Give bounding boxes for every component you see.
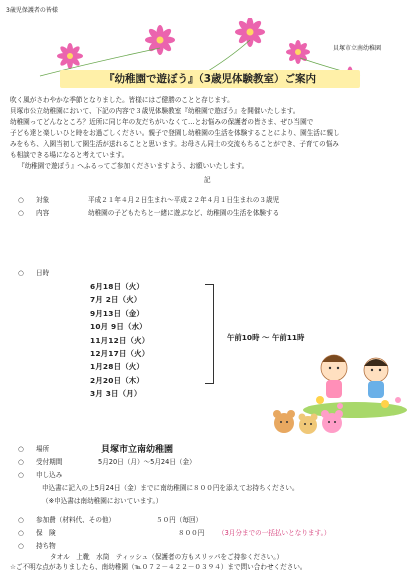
period-value: 5月20日（月）～5月24日（金） <box>98 458 196 466</box>
intro-line-5: みをもち、入園当初して園生活が送れることと思います。お母さん同士の交流もちることができ、子育ての悩み <box>10 140 339 148</box>
bullet: ○ <box>18 471 24 479</box>
bullet: ○ <box>18 458 24 466</box>
intro-line-4: 子ども達と楽しいひと時をお過ごしください。親子で登園し幼稚園の生活を体験することにより、園生活に親し <box>10 129 340 137</box>
schedule-label: 日時 <box>36 269 50 277</box>
bullet: ○ <box>18 196 24 204</box>
fee-value: ５０円（毎回） <box>156 516 203 524</box>
schedule-date: 6月18日（火） <box>90 282 144 291</box>
place-value: 貝塚市立南幼稚園 <box>101 445 174 455</box>
bullet: ○ <box>18 209 24 217</box>
intro-line-7: 『幼稚園で遊ぼう』へふるってご参加くださいますよう、お願いいたします。 <box>18 162 249 170</box>
application-label: 申し込み <box>36 471 63 479</box>
intro-line-2: 貝塚市公立幼稚園において、下記の内容で３歳児体験教室『幼稚園で遊ぼう』を開催いたします。 <box>10 107 300 115</box>
schedule-time: 午前10時 ～ 午前11時 <box>227 333 305 342</box>
addressee: 3歳児保護者の皆様 <box>6 7 58 14</box>
application-line-1: 申込書に記入の上5月24日（金）までに南幼稚園に８００円を添えてお持ちください。 <box>42 484 299 492</box>
place-label: 場所 <box>36 445 50 453</box>
schedule-date: 3月 3日（月） <box>90 389 142 399</box>
schedule-date: 11月12日（火） <box>90 335 150 345</box>
schedule-bracket <box>205 284 214 384</box>
target-value: 平成２１年４月２日生まれ～平成２２年４月１日生まれの３歳児 <box>88 196 280 204</box>
cosmos-flowers-decoration <box>0 18 420 78</box>
intro-line-3: 幼稚園ってどんなところ？近所に同じ年の友だちがいなくて…とお悩みの保護者の皆さま、ぜひ当園で <box>10 118 314 126</box>
belongings-value: タオル 上靴 水筒 ティッシュ（保護者の方もスリッパをご持参ください。） <box>50 553 284 561</box>
content-label: 内容 <box>36 209 50 217</box>
schedule-date: 9月13日（金） <box>90 308 144 318</box>
intro-line-6: も相談できる場になると考えています。 <box>10 151 129 159</box>
bullet: ○ <box>18 542 24 550</box>
page-title: 『幼稚園で遊ぼう』（3歳児体験教室）ご案内 <box>60 70 360 88</box>
intro-line-1: 吹く風がさわやかな季節となりました。皆様にはご健勝のことと存じます。 <box>10 96 234 104</box>
bullet: ○ <box>18 529 24 537</box>
schedule-date: 10月 9日（水） <box>90 322 147 332</box>
period-label: 受付期間 <box>36 458 63 466</box>
contact-line: ☆ご不明な点がありましたら、南幼稚園（℡０７２－４２２－０３９４）まで問い合わせください。 <box>10 563 307 571</box>
animals-illustration <box>270 405 355 440</box>
bullet: ○ <box>18 269 24 277</box>
bullet: ○ <box>18 445 24 453</box>
schedule-date: 12月17日（火） <box>90 349 150 359</box>
target-label: 対象 <box>36 196 50 204</box>
ki-heading: 記 <box>204 176 211 184</box>
schedule-date: 2月20日（木） <box>90 375 144 385</box>
sender: 貝塚市立南幼稚園 <box>333 45 382 52</box>
application-line-2: （※申込書は南幼稚園においています。） <box>42 497 163 505</box>
fee-label: 参加費（材料代、その他） <box>36 516 116 524</box>
insurance-note: （3月分までの一括払いとなります。） <box>218 529 331 537</box>
schedule-date: 7月 2日（火） <box>90 295 142 305</box>
content-value: 幼稚園の子どもたちと一緒に遊ぶなど、幼稚園の生活を体験する <box>88 209 280 217</box>
belongings-label: 持ち物 <box>36 542 56 550</box>
insurance-label: 保 険 <box>36 529 56 537</box>
bullet: ○ <box>18 516 24 524</box>
schedule-dates <box>90 280 149 401</box>
insurance-value: ８００円 <box>178 529 205 537</box>
schedule-date: 1月28日（火） <box>90 362 144 372</box>
